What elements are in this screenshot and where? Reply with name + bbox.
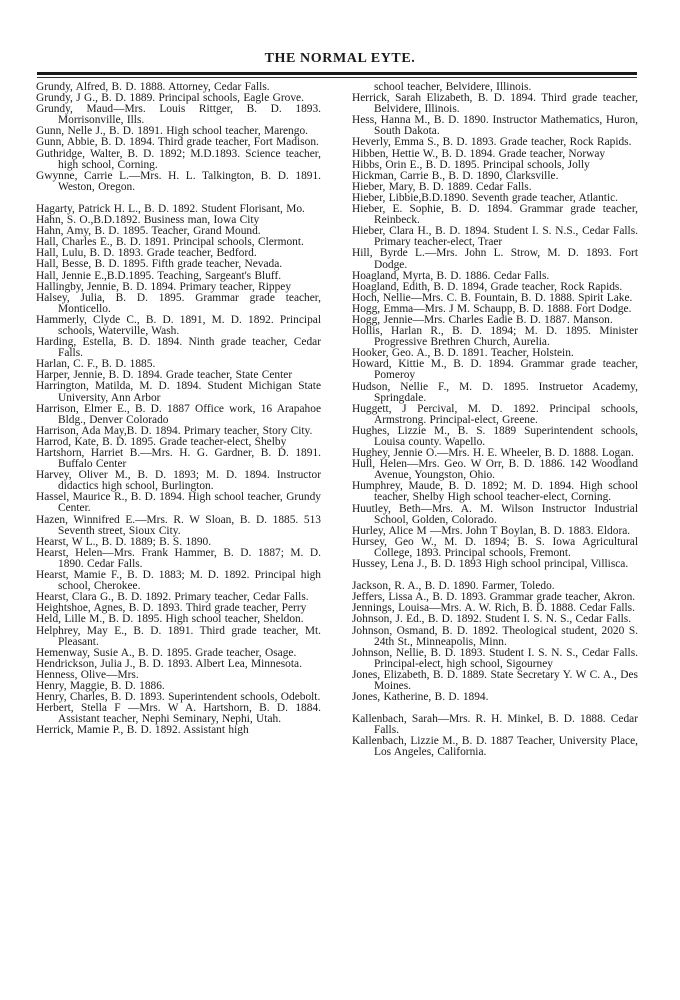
directory-entry: Hendrickson, Julia J., B. D. 1893. Albert Lea, Minnesota. xyxy=(36,657,302,670)
directory-entry: Johnson, J. Ed., B. D. 1892. Student I. S. N. S., Cedar Falls. xyxy=(352,613,632,626)
directory-entry: Grundy, Alfred, B. D. 1888. Attorney, Cedar Falls. xyxy=(36,81,270,93)
directory-entry: Hurley, Alice M —Mrs. John T Boylan, B. D. 1883. Eldora. xyxy=(352,524,631,537)
right-column xyxy=(352,82,638,770)
directory-entry: Hibbs, Orin E., B. D. 1895. Principal schools, Jolly xyxy=(352,158,590,171)
directory-entry: Herrick, Mamie P., B. D. 1892. Assistant high xyxy=(36,724,249,737)
directory-entry: Hudson, Nellie F., M. D. 1895. Instruetor Academy, Springdale. xyxy=(352,380,638,404)
directory-entry: Hussey, Lena J., B. D. 1893 High school principal, Villisca. xyxy=(352,558,629,571)
directory-section xyxy=(36,204,321,737)
directory-section xyxy=(352,581,638,703)
directory-entry: Heightshoe, Agnes, B. D. 1893. Third grade teacher, Perry xyxy=(36,602,307,615)
directory-entry: Halsey, Julia, B. D. 1895. Grammar grade teacher, Monticello. xyxy=(36,291,321,315)
directory-entry: Hall, Jennie E.,B.D.1895. Teaching, Sargeant's Bluff. xyxy=(36,269,282,282)
directory-entry: Hall, Besse, B. D. 1895. Fifth grade teacher, Nevada. xyxy=(36,258,283,271)
directory-entry: Hahn, S. O.,B.D.1892. Business man, Iowa City xyxy=(36,214,260,227)
directory-entry: Hursey, Geo W., M. D. 1894; B. S. Iowa Agricultural College, 1893. Principal schools, Fremont. xyxy=(352,535,638,559)
directory-entry: Grundy, J G., B. D. 1889. Principal schools, Eagle Grove. xyxy=(36,92,304,105)
directory-entry: Harrod, Kate, B. D. 1895. Grade teacher-elect, Shelby xyxy=(36,435,287,448)
directory-entry: Humphrey, Maude, B. D. 1892; M. D. 1894. High school teacher, Shelby High school teacher-elect, Corning. xyxy=(352,480,638,504)
directory-entry: Hall, Charles E., B. D. 1891. Principal schools, Clermont. xyxy=(36,236,304,249)
directory-section xyxy=(352,82,638,570)
directory-entry: Johnson, Osmand, B. D. 1892. Theological student, 2020 S. 24th St., Minneapolis, Minn. xyxy=(352,624,638,648)
directory-entry: Hickman, Carrie B., B. D. 1890, Clarksville. xyxy=(352,169,559,182)
directory-entry: Hoagland, Edith, B. D. 1894, Grade teacher, Rock Rapids. xyxy=(352,280,623,293)
directory-entry: Herrick, Sarah Elizabeth, B. D. 1894. Third grade teacher, Belvidere, Illinois. xyxy=(352,92,638,116)
directory-entry: Huutley, Beth—Mrs. A. M. Wilson Instructor Industrial School, Golden, Colorado. xyxy=(352,502,638,526)
directory-entry: Jones, Elizabeth, B. D. 1889. State Secretary Y. W C. A., Des Moines. xyxy=(352,668,638,692)
directory-entry: Kallenbach, Sarah—Mrs. R. H. Minkel, B. D. 1888. Cedar Falls. xyxy=(352,713,638,737)
directory-entry: Harrington, Matilda, M. D. 1894. Student Michigan State University, Ann Arbor xyxy=(36,380,321,404)
directory-entry: Hieber, E. Sophie, B. D. 1894. Grammar grade teacher, Reinbeck. xyxy=(352,203,638,227)
directory-entry: Henry, Maggie, B. D. 1886. xyxy=(36,679,165,692)
directory-entry: Hieber, Clara H., B. D. 1894. Student I. S. N.S., Cedar Falls. Primary teacher-elect, Traer xyxy=(352,225,638,249)
directory-entry: Hazen, Winnifred E.—Mrs. R. W Sloan, B. D. 1885. 513 Seventh street, Sioux City. xyxy=(36,513,321,537)
directory-section xyxy=(36,82,321,193)
directory-entry: Hearst, Mamie F., B. D. 1883; M. D. 1892. Principal high school, Cherokee. xyxy=(36,569,321,593)
directory-entry: Huggett, J Percival, M. D. 1892. Principal schools, Armstrong. Principal-elect, Greene. xyxy=(352,402,638,426)
directory-entry: Jones, Katherine, B. D. 1894. xyxy=(352,691,489,704)
directory-entry: Hieber, Mary, B. D. 1889. Cedar Falls. xyxy=(352,180,532,193)
directory-entry: Hearst, Clara G., B. D. 1892. Primary teacher, Cedar Falls. xyxy=(36,591,309,604)
directory-entry: Heverly, Emma S., B. D. 1893. Grade teacher, Rock Rapids. xyxy=(352,136,632,149)
directory-entry: Johnson, Nellie, B. D. 1893. Student I. S. N. S., Cedar Falls. Principal-elect, high school, Sigourney xyxy=(352,646,638,670)
directory-entry: Hess, Hanna M., B. D. 1890. Instructor Mathematics, Huron, South Dakota. xyxy=(352,114,638,138)
directory-entry: Hogg, Emma—Mrs. J M. Schaupp, B. D. 1888. Fort Dodge. xyxy=(352,302,632,315)
directory-entry: Henness, Olive—Mrs. xyxy=(36,668,139,681)
directory-entry: Hogg, Jennie—Mrs. Charles Eadie B. D. 1887. Manson. xyxy=(352,313,613,326)
directory-entry: Hull, Helen—Mrs. Geo. W Orr, B. D. 1886. 142 Woodland Avenue, Youngston, Ohio. xyxy=(352,458,638,482)
directory-entry: Held, Lille M., B. D. 1895. High school teacher, Sheldon. xyxy=(36,613,304,626)
directory-entry: Hammerly, Clyde C., B. D. 1891, M. D. 1892. Principal schools, Waterville, Wash. xyxy=(36,313,321,337)
directory-entry: Hieber, Libbie,B.D.1890. Seventh grade teacher, Atlantic. xyxy=(352,191,619,204)
directory-entry: Hollis, Harlan R., B. D. 1894; M. D. 1895. Minister Progressive Brethren Church, Aurelia. xyxy=(352,325,638,349)
directory-entry: Jeffers, Lissa A., B. D. 1893. Grammar grade teacher, Akron. xyxy=(352,591,636,604)
directory-entry: Harrison, Ada May,B. D. 1894. Primary teacher, Story City. xyxy=(36,424,313,437)
directory-entry: Hibben, Hettie W., B. D. 1894. Grade teacher, Norway xyxy=(352,147,606,160)
directory-entry: Hearst, W L., B. D. 1889; B. S. 1890. xyxy=(36,535,212,548)
directory-entry: Guthridge, Walter, B. D. 1892; M.D.1893. Science teacher, high school, Corning. xyxy=(36,147,321,171)
directory-entry: Harrison, Elmer E., B. D. 1887 Office work, 16 Arapahoe Bldg., Denver Colorado xyxy=(36,402,321,426)
directory-entry: Howard, Kittie M., B. D. 1894. Grammar grade teacher, Pomeroy xyxy=(352,358,638,382)
directory-entry: Henry, Charles, B. D. 1893. Superintendent schools, Odebolt. xyxy=(36,691,321,704)
directory-entry: Helphrey, May E., B. D. 1891. Third grade teacher, Mt. Pleasant. xyxy=(36,624,321,648)
directory-entry: Kallenbach, Lizzie M., B. D. 1887 Teacher, University Place, Los Angeles, California. xyxy=(352,735,638,759)
header-rule-thin xyxy=(37,77,637,78)
entry-continuation: school teacher, Belvidere, Illinois. xyxy=(374,81,532,93)
directory-entry: Gunn, Nelle J., B. D. 1891. High school teacher, Marengo. xyxy=(36,125,308,138)
directory-entry: Hemenway, Susie A., B. D. 1895. Grade teacher, Osage. xyxy=(36,646,297,659)
directory-entry: Grundy, Maud—Mrs. Louis Rittger, B. D. 1893. Morrisonville, Ills. xyxy=(36,103,321,127)
directory-entry: Hughes, Lizzie M., B. S. 1889 Superintendent schools, Louisa county. Wapello. xyxy=(352,424,638,448)
directory-entry: Hahn, Amy, B. D. 1895. Teacher, Grand Mound. xyxy=(36,225,261,238)
directory-entry: Hartshorn, Harriet B.—Mrs. H. G. Gardner, B. D. 1891. Buffalo Center xyxy=(36,447,321,471)
directory-entry: Hughey, Jennie O.—Mrs. H. E. Wheeler, B. D. 1888. Logan. xyxy=(352,447,634,460)
directory-entry: Harding, Estella, B. D. 1894. Ninth grade teacher, Cedar Falls. xyxy=(36,336,321,360)
header-rule-thick xyxy=(37,72,637,75)
directory-entry: Hallingby, Jennie, B. D. 1894. Primary teacher, Rippey xyxy=(36,280,292,293)
directory-entry: Harlan, C. F., B. D. 1885. xyxy=(36,358,156,371)
directory-entry: Jennings, Louisa—Mrs. A. W. Rich, B. D. 1888. Cedar Falls. xyxy=(352,602,635,615)
directory-entry: Hall, Lulu, B. D. 1893. Grade teacher, Bedford. xyxy=(36,247,257,260)
directory-entry: Herbert, Stella F —Mrs. W A. Hartshorn, B. D. 1884. Assistant teacher, Nephi Seminary, Nephi, Utah. xyxy=(36,702,321,726)
page-title: THE NORMAL EYTE. xyxy=(264,51,416,66)
left-column xyxy=(36,82,321,747)
directory-entry: Hearst, Helen—Mrs. Frank Hammer, B. D. 1887; M. D. 1890. Cedar Falls. xyxy=(36,546,321,570)
directory-entry: Hoch, Nellie—Mrs. C. B. Fountain, B. D. 1888. Spirit Lake. xyxy=(352,291,633,304)
directory-entry: Gwynne, Carrie L.—Mrs. H. L. Talkington, B. D. 1891. Weston, Oregon. xyxy=(36,169,321,193)
directory-entry: Gunn, Abbie, B. D. 1894. Third grade teacher, Fort Madison. xyxy=(36,136,319,149)
directory-entry: Hassel, Maurice R., B. D. 1894. High school teacher, Grundy Center. xyxy=(36,491,321,515)
directory-entry: Jackson, R. A., B. D. 1890. Farmer, Toledo. xyxy=(352,580,555,593)
directory-entry: Hooker, Geo. A., B. D. 1891. Teacher, Holstein. xyxy=(352,347,574,360)
directory-entry: Harper, Jennie, B. D. 1894. Grade teacher, State Center xyxy=(36,369,293,382)
directory-entry: Hagarty, Patrick H. L., B. D. 1892. Student Florisant, Mo. xyxy=(36,202,305,215)
directory-entry: Hill, Byrde L.—Mrs. John L. Strow, M. D. 1893. Fort Dodge. xyxy=(352,247,638,271)
directory-section xyxy=(352,714,638,758)
directory-entry: Hoagland, Myrta, B. D. 1886. Cedar Falls. xyxy=(352,269,550,282)
directory-entry: Harvey, Oliver M., B. D. 1893; M. D. 1894. Instructor didactics high school, Burlington. xyxy=(36,469,321,493)
